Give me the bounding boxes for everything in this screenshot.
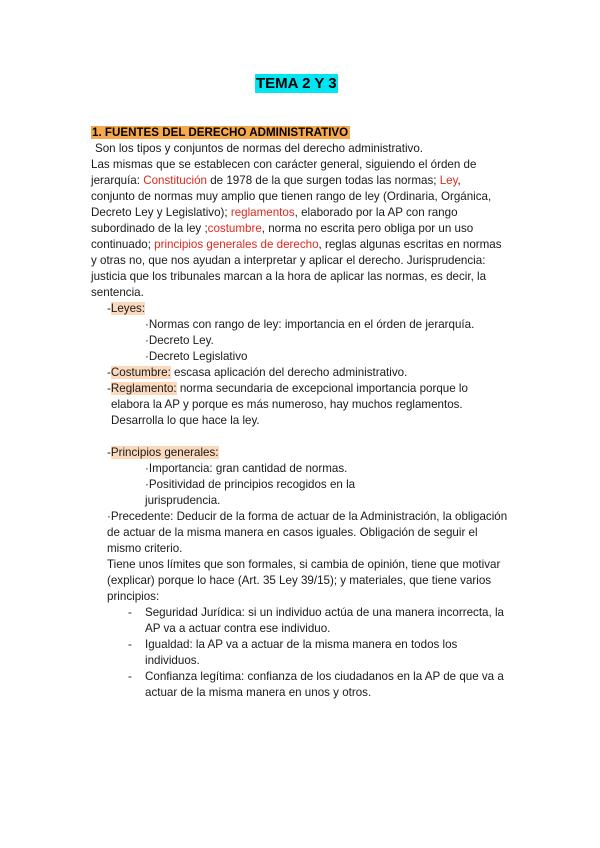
list-item: ·Normas con rango de ley: importancia en el órden de jerarquía. — [145, 318, 475, 331]
section-heading — [91, 125, 350, 141]
paragraph-line: Desarrolla lo que hace la ley. — [111, 414, 260, 427]
paragraph-line: conjunto de normas muy amplio que tienen rango de ley (Ordinaria, Orgánica, — [91, 190, 492, 203]
list-item: Igualdad: la AP va a actuar de la misma manera en todos los — [145, 638, 458, 651]
term-reglamentos: reglamentos — [230, 206, 295, 219]
paragraph-line: sentencia. — [91, 286, 144, 299]
text-run: jerarquía: — [91, 174, 144, 187]
text-run: , elaborado por la AP con rango — [294, 206, 458, 219]
principios-label: Principios generales: — [110, 446, 219, 459]
principios-heading — [107, 445, 219, 461]
paragraph-line — [91, 173, 461, 189]
text-run: subordinado de la ley ; — [91, 222, 208, 235]
paragraph-line — [91, 237, 502, 253]
leyes-label: Leyes: — [110, 302, 146, 315]
paragraph-line: elabora la AP y porque es más numeroso, hay muchos reglamentos. — [111, 398, 463, 411]
text-run: norma secundaria de excepcional importancia porque lo — [176, 382, 468, 395]
dash: - — [107, 366, 111, 379]
text-run: , — [457, 174, 461, 187]
costumbre-label: Costumbre: — [110, 366, 171, 379]
leyes-heading — [107, 301, 145, 317]
bullet-marker: - — [128, 606, 132, 619]
paragraph-line: justicia que los tribunales marcan a la hora de aplicar las normas, es decir, la — [91, 270, 487, 283]
list-item: Confianza legítima: confianza de los ciudadanos en la AP de que va a — [145, 670, 504, 683]
list-item: ·Importancia: gran cantidad de normas. — [145, 462, 348, 475]
list-item: actuar de la misma manera en unos y otros. — [145, 686, 372, 699]
paragraph-line: Tiene unos límites que son formales, si cambia de opinión, tiene que motivar — [107, 558, 501, 571]
text-run: escasa aplicación del derecho administrativo. — [170, 366, 408, 379]
reglamento-line — [107, 381, 468, 397]
section-title: FUENTES DEL DERECHO ADMINISTRATIVO — [104, 126, 349, 139]
paragraph-line: (explicar) porque lo hace (Art. 35 Ley 39/15); y materiales, que tiene varios — [107, 574, 492, 587]
dash: - — [107, 446, 111, 459]
section-number: 1. — [92, 126, 102, 139]
term-principios: principios generales de derecho — [154, 238, 319, 251]
page-title: TEMA 2 Y 3 — [256, 75, 337, 92]
list-item: ·Positividad de principios recogidos en la — [145, 478, 356, 491]
list-item: jurisprudencia. — [145, 494, 221, 507]
list-item: individuos. — [145, 654, 200, 667]
paragraph-line: y otras no, que nos ayudan a interpretar y aplicar el derecho. Jurisprudencia: — [91, 254, 486, 267]
text-run: , norma no escrita pero obliga por un uso — [261, 222, 474, 235]
term-ley: Ley — [439, 174, 458, 187]
dash: - — [107, 382, 111, 395]
dash: - — [107, 302, 111, 315]
text-run: continuado; — [91, 238, 155, 251]
paragraph-line: Las mismas que se establecen con carácter general, siguiendo el órden de — [91, 158, 477, 171]
term-constitucion: Constitución — [143, 174, 208, 187]
text-run: Decreto Ley y Legislativo); — [91, 206, 231, 219]
term-costumbre: costumbre — [207, 222, 262, 235]
list-item: Seguridad Jurídica: si un individuo actúa de una manera incorrecta, la — [145, 606, 504, 619]
paragraph-line: ·Precedente: Deducir de la forma de actuar de la Administración, la obligación — [107, 510, 508, 523]
paragraph-line: mismo criterio. — [107, 542, 183, 555]
bullet-marker: - — [128, 638, 132, 651]
list-item: AP va a actuar contra ese individuo. — [145, 622, 331, 635]
text-run: , reglas algunas escritas en normas — [318, 238, 502, 251]
reglamento-label: Reglamento: — [110, 382, 177, 395]
paragraph-line: principios: — [107, 590, 160, 603]
list-item: ·Decreto Ley. — [145, 334, 214, 347]
paragraph-line — [91, 221, 473, 237]
paragraph-line — [91, 205, 458, 221]
paragraph-line: Son los tipos y conjuntos de normas del derecho administrativo. — [95, 142, 424, 155]
bullet-marker: - — [128, 670, 132, 683]
text-run: de 1978 de la que surgen todas las normas; — [207, 174, 440, 187]
list-item: ·Decreto Legislativo — [145, 350, 248, 363]
costumbre-line — [107, 365, 407, 381]
paragraph-line: de actuar de la misma manera en casos iguales. Obligación de seguir el — [107, 526, 478, 539]
